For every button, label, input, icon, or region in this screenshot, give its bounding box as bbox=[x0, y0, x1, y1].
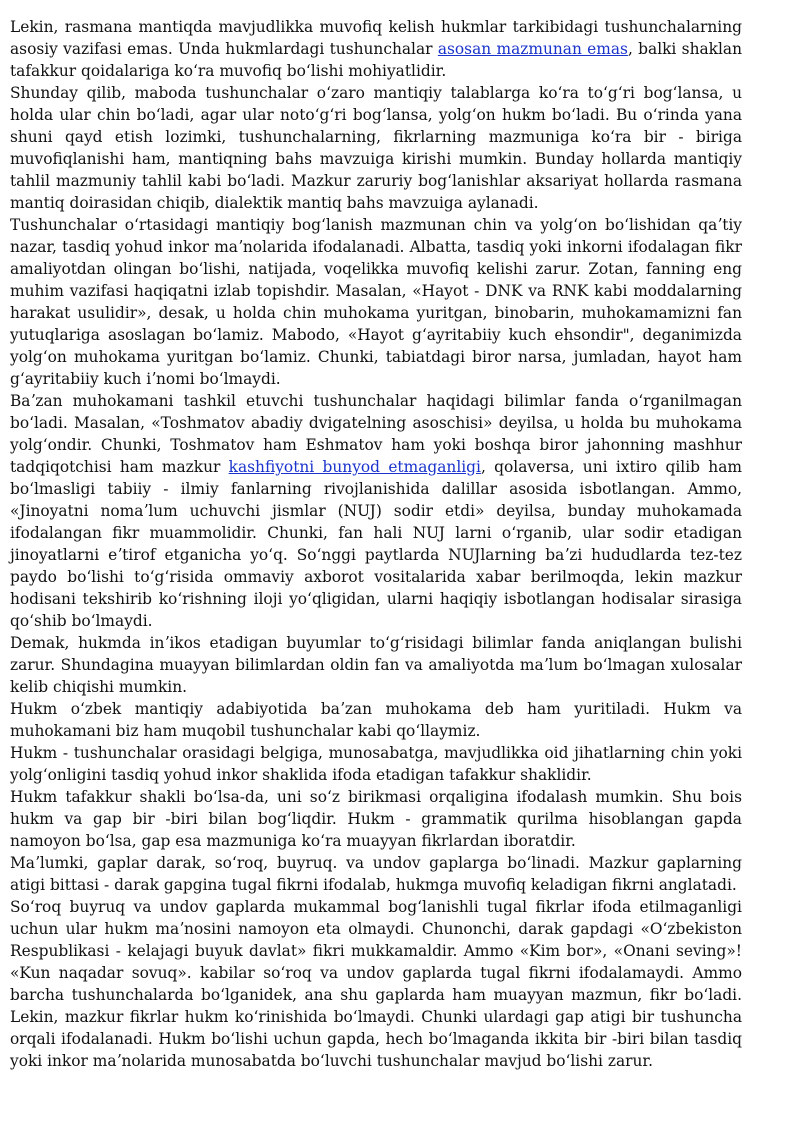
paragraph-4 bbox=[10, 390, 742, 632]
paragraph-1-text-after: , balki shaklan tafakkur qoidalariga koʻra muvofiq boʻlishi mohiyatlidir. bbox=[10, 40, 742, 80]
paragraph-5: Demak, hukmda inʼikos etadigan buyumlar toʻgʻrisidagi bilimlar fanda aniqlangan bulishi zarur. Shundagina muayyan bilimlardan oldin fan va amaliyotda maʼlum boʻlmagan xulosalar kelib chiqishi mumkin. bbox=[10, 634, 742, 696]
paragraph-9: Maʼlumki, gaplar darak, soʻroq, buyruq. va undov gaplarga boʻlinadi. Mazkur gaplarning atigi bittasi - darak gapgina tugal fikrni ifodalab, hukmga muvofiq keladigan fikrni anglatadi. bbox=[10, 854, 742, 894]
link-kashfiyotni-bunyod-etmaganligi[interactable]: kashfiyotni bunyod etmaganligi bbox=[228, 458, 481, 476]
link-asosan-mazmunan-emas[interactable]: asosan mazmunan emas bbox=[437, 40, 628, 58]
paragraph-4-text-after: , qolaversa, uni ixtiro qilib ham boʻlmasligi tabiiy - ilmiy fanlarning rivojlanishida dalillar asosida isbotlangan. Ammo, «Jinoyatni nomaʼlum uchuvchi jismlar (NUJ) sodir etdi» deyilsa, bunday muhokamada ifodalangan fikr muammolidir. Chunki, fan hali NUJ larni oʻrganib, ular sodir etadigan jinoyatlarni eʼtirof etganicha yoʻq. Soʻnggi paytlarda NUJlarning baʼzi hududlarda tez-tez paydo boʻlishi toʻgʻrisida ommaviy axborot vositalarida xabar berilmoqda, lekin mazkur hodisani tekshirib koʻrishning iloji yoʻqligidan, ularni haqiqiy isbotlangan hodisalar sirasiga qoʻshib boʻlmaydi. bbox=[10, 458, 742, 630]
paragraph-4-text-before: Baʼzan muhokamani tashkil etuvchi tushunchalar haqidagi bilimlar fanda oʻrganilmagan boʻladi. Masalan, «Toshmatov abadiy dvigatelning asoschisi» deyilsa, u holda bu muhokama yolgʻondir. Chunki, Toshmatov ham Eshmatov ham yoki boshqa biror jahonning mashhur tadqiqotchisi ham mazkur bbox=[10, 392, 742, 476]
document-body bbox=[10, 16, 742, 1072]
paragraph-6: Hukm oʻzbek mantiqiy adabiyotida baʼzan muhokama deb ham yuritiladi. Hukm va muhokamani biz ham muqobil tushunchalar kabi qoʻllaymiz. bbox=[10, 700, 742, 740]
paragraph-1-text-before: Lekin, rasmana mantiqda mavjudlikka muvofiq kelish hukmlar tarkibidagi tushunchalarning asosiy vazifasi emas. Unda hukmlardagi tushunchalar bbox=[10, 18, 742, 58]
paragraph-3: Tushunchalar oʻrtasidagi mantiqiy bogʻlanish mazmunan chin va yolgʻon boʻlishidan qaʼtiy nazar, tasdiq yohud inkor maʼnolarida ifodalanadi. Albatta, tasdiq yoki inkorni ifodalagan fikr amaliyotdan olingan boʻlishi, natijada, voqelikka muvofiq kelishi zarur. Zotan, fanning eng muhim vazifasi haqiqatni izlab topishdir. Masalan, «Hayot - DNK va RNK kabi moddalarning harakat usulidir», desak, u holda chin muhokama yuritgan, binobarin, muhokamamizni fan yutuqlariga asoslagan boʻlamiz. Mabodo, «Hayot gʻayritabiiy kuch ehsondir", deganimizda yolgʻon muhokama yuritgan boʻlamiz. Chunki, tabiatdagi biror narsa, jumladan, hayot ham gʻayritabiiy kuch iʼnomi boʻlmaydi. bbox=[10, 216, 742, 388]
paragraph-1 bbox=[10, 16, 742, 82]
paragraph-8: Hukm tafakkur shakli boʻlsa-da, uni soʻz birikmasi orqaligina ifodalash mumkin. Shu bois hukm va gap bir -biri bilan bogʻliqdir. Hukm - grammatik qurilma hisoblangan gapda namoyon boʻlsa, gap esa mazmuniga koʻra muayyan fikrlardan iboratdir. bbox=[10, 788, 742, 850]
paragraph-10: Soʻroq buyruq va undov gaplarda mukammal bogʻlanishli tugal fikrlar ifoda etilmaganligi uchun ular hukm maʼnosini namoyon eta olmaydi. Chunonchi, darak gapdagi «Oʻzbekiston Respublikasi - kelajagi buyuk davlat» fikri mukkamaldir. Ammo «Kim bor», «Onani seving»! «Kun naqadar sovuq». kabilar soʻroq va undov gaplarda tugal fikrni ifodalamaydi. Ammo barcha tushunchalarda boʻlganidek, ana shu gaplarda ham muayyan mazmun, fikr boʻladi. Lekin, mazkur fikrlar hukm koʻrinishida boʻlmaydi. Chunki ulardagi gap atigi bir tushuncha orqali ifodalanadi. Hukm boʻlishi uchun gapda, hech boʻlmaganda ikkita bir -biri bilan tasdiq yoki inkor maʼnolarida munosabatda boʻluvchi tushunchalar mavjud boʻlishi zarur. bbox=[10, 898, 742, 1070]
paragraph-7: Hukm - tushunchalar orasidagi belgiga, munosabatga, mavjudlikka oid jihatlarning chin yoki yolgʻonligini tasdiq yohud inkor shaklida ifoda etadigan tafakkur shaklidir. bbox=[10, 744, 742, 784]
paragraph-2: Shunday qilib, maboda tushunchalar oʻzaro mantiqiy talablarga koʻra toʻgʻri bogʻlansa, u holda ular chin boʻladi, agar ular notoʻgʻri bogʻlansa, yolgʻon hukm boʻladi. Bu oʻrinda yana shuni qayd etish lozimki, tushunchalarning, fikrlarning mazmuniga koʻra bir - biriga muvofiqlanishi ham, mantiqning bahs mavzuiga kirishi mumkin. Bunday hollarda mantiqiy tahlil mazmuniy tahlil kabi boʻladi. Mazkur zaruriy bogʻlanishlar aksariyat hollarda rasmana mantiq doirasidan chiqib, dialektik mantiq bahs mavzuiga aylanadi. bbox=[10, 84, 742, 212]
